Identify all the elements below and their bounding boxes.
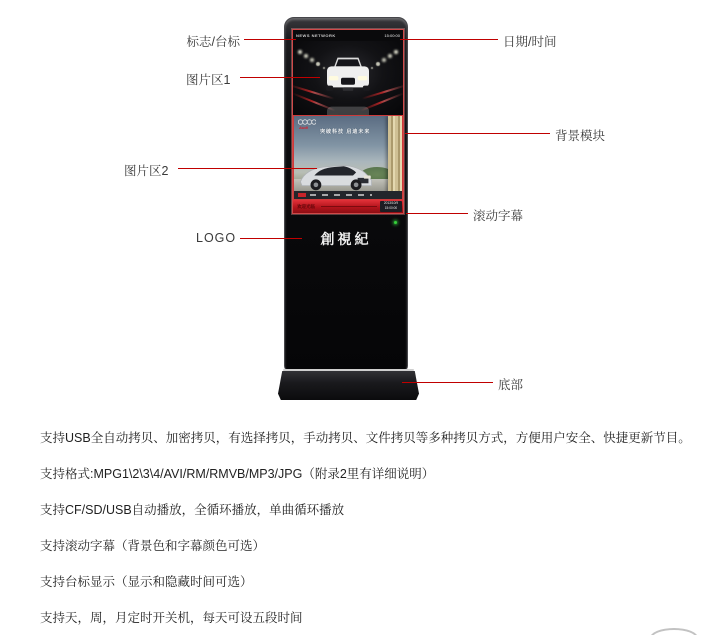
callout-label-picture2: 图片区2	[124, 164, 169, 178]
callout-label-logo: LOGO	[196, 231, 237, 245]
feature-line: 支持滚动字幕（背景色和字幕颜色可选）	[40, 539, 266, 553]
callout-line-bottom	[402, 382, 493, 383]
power-led	[394, 221, 397, 224]
feature-line: 支持USB全自动拷贝、加密拷贝，有选择拷贝，手动拷贝、文件拷贝等多种拷贝方式，方便用户安全、快捷更新节目。	[40, 431, 691, 445]
callout-label-background: 背景模块	[555, 129, 606, 143]
callout-label-ticker: 滚动字幕	[473, 209, 524, 223]
callout-line-ticker	[406, 213, 468, 214]
ticker-date: 2013/10/9	[383, 201, 399, 205]
white-car-front-graphic	[320, 55, 376, 97]
ticker-bar	[293, 200, 403, 213]
ad-info-red-chip	[298, 193, 306, 197]
callout-line-station-logo	[244, 39, 296, 40]
callout-label-datetime: 日期/时间	[503, 35, 557, 49]
car-reflection-graphic	[320, 97, 376, 115]
feature-list	[40, 431, 710, 635]
callout-line-picture1	[240, 77, 320, 78]
ad-info-text-marks	[310, 194, 372, 196]
callout-label-bottom: 底部	[498, 378, 524, 392]
feature-line: 支持格式:MPG1\2\3\4/AVI/RM/RMVB/MP3/JPG（附录2里有详细说明）	[40, 467, 435, 481]
callout-label-picture1: 图片区1	[186, 73, 231, 87]
ticker-text: 欢迎光临	[297, 204, 315, 209]
audi-brand-text: Audi	[299, 125, 308, 130]
callout-line-datetime	[400, 39, 498, 40]
station-logo-text: NEWS NETWORK	[296, 33, 336, 38]
silver-car-graphic	[297, 157, 375, 191]
callout-line-picture2	[178, 168, 317, 169]
picture-area-2	[293, 115, 403, 200]
ticker-datetime	[380, 201, 402, 212]
curtain-graphic	[388, 116, 402, 199]
screen-topbar	[293, 30, 403, 41]
ticker-rule	[321, 206, 377, 207]
feature-line: 支持台标显示（显示和隐藏时间可选）	[40, 575, 253, 589]
picture-area-1	[293, 41, 403, 115]
callout-line-logo	[240, 238, 302, 239]
callout-label-station-logo: 标志/台标	[186, 35, 240, 49]
ad-slogan-text: 突破科技 启迪未来	[320, 129, 371, 135]
ticker-time: 15:00:00	[384, 206, 398, 210]
feature-line: 支持天，周，月定时开关机，每天可设五段时间	[40, 611, 303, 625]
clock-text: 15:00:00	[384, 33, 400, 38]
street-lights-graphic	[293, 41, 295, 43]
feature-line: 支持CF/SD/USB自动播放，全循环播放，单曲循环播放	[40, 503, 345, 517]
kiosk-base	[278, 371, 419, 400]
kiosk-screen	[292, 29, 404, 214]
ad-info-strip	[294, 191, 402, 199]
base-top-edge	[283, 369, 414, 371]
brand-logo-text: 創視紀	[320, 232, 372, 248]
callout-line-background	[405, 133, 550, 134]
